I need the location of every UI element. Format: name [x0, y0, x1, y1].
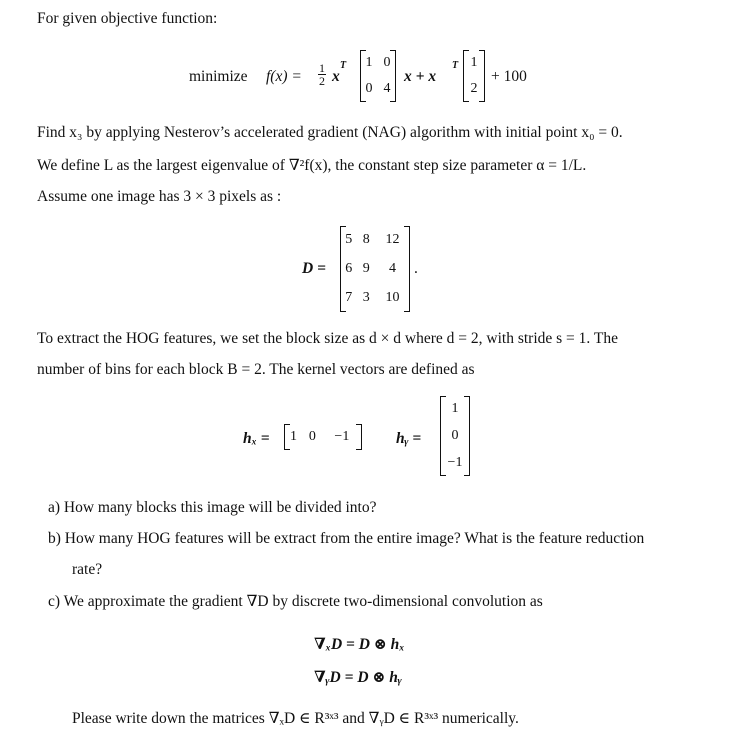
linear-vector: [463, 50, 485, 102]
D-cell: 10: [385, 289, 400, 305]
hy-cell: −1: [447, 454, 463, 470]
quadratic-matrix: [360, 50, 396, 102]
x-var: x: [332, 68, 340, 85]
matrix-cell: 1: [365, 55, 373, 70]
f-lhs: f(x) =: [266, 68, 302, 85]
assume-line: Assume one image has 3 × 3 pixels as :: [37, 188, 282, 205]
hog-line-2: number of bins for each block B = 2. The kernel vectors are defined as: [37, 361, 475, 378]
D-period: .: [414, 260, 418, 277]
question-a: a) How many blocks this image will be divided into?: [48, 499, 377, 516]
hy-vector: [440, 396, 470, 476]
question-b-line-1: b) How many HOG features will be extract from the entire image? What is the feature reduction: [48, 530, 645, 547]
hy-cell: 1: [451, 401, 459, 417]
matrix-cell: 4: [383, 81, 391, 96]
hx-cell: 1: [289, 429, 297, 444]
find-line: Find x₃ by applying Nesterov’s accelerated gradient (NAG) algorithm with initial point x₀ = 0.: [37, 124, 623, 141]
hx-label: hₓ =: [243, 430, 270, 447]
x-plus-x: x + x: [404, 68, 437, 85]
D-cell: 6: [345, 260, 353, 276]
intro-text: For given objective function:: [37, 10, 218, 27]
D-label: D =: [302, 260, 326, 277]
question-c: c) We approximate the gradient ∇D by discrete two-dimensional convolution as: [48, 593, 543, 610]
half-fraction: [318, 62, 326, 87]
D-cell: 4: [389, 260, 396, 276]
hog-line-1: To extract the HOG features, we set the block size as d × d where d = 2, with stride s = 1. The: [37, 330, 618, 347]
transpose-2: T: [452, 60, 459, 71]
D-cell: 3: [362, 289, 370, 305]
hy-label: hᵧ =: [396, 430, 422, 447]
transpose-1: T: [340, 60, 347, 71]
vector-cell: 1: [470, 55, 478, 70]
D-cell: 12: [385, 232, 400, 248]
D-cell: 9: [362, 260, 370, 276]
vector-cell: 2: [470, 81, 478, 96]
D-cell: 5: [345, 232, 353, 248]
frac-num: 1: [319, 61, 325, 75]
D-matrix: [340, 226, 410, 312]
equation-grad-y: ∇ᵧD = D ⊗ hᵧ: [314, 669, 402, 686]
constant-term: + 100: [491, 68, 527, 85]
equation-grad-x: ∇ₓD = D ⊗ hₓ: [314, 636, 405, 653]
final-instruction: Please write down the matrices ∇ₓD ∈ R³ˣ³ and ∇ᵧD ∈ R³ˣ³ numerically.: [72, 710, 519, 727]
matrix-cell: 0: [383, 55, 391, 70]
hx-vector: [284, 424, 362, 450]
D-cell: 8: [362, 232, 370, 248]
matrix-cell: 0: [365, 81, 373, 96]
hy-cell: 0: [451, 427, 459, 443]
D-cell: 7: [345, 289, 353, 305]
frac-den: 2: [319, 74, 325, 88]
define-line: We define L as the largest eigenvalue of ∇²f(x), the constant step size parameter α = 1/L.: [37, 157, 587, 174]
hx-cell: −1: [334, 429, 350, 444]
minimize-label: minimize: [189, 68, 248, 85]
question-b-line-2: rate?: [72, 561, 103, 578]
hx-cell: 0: [308, 429, 316, 444]
